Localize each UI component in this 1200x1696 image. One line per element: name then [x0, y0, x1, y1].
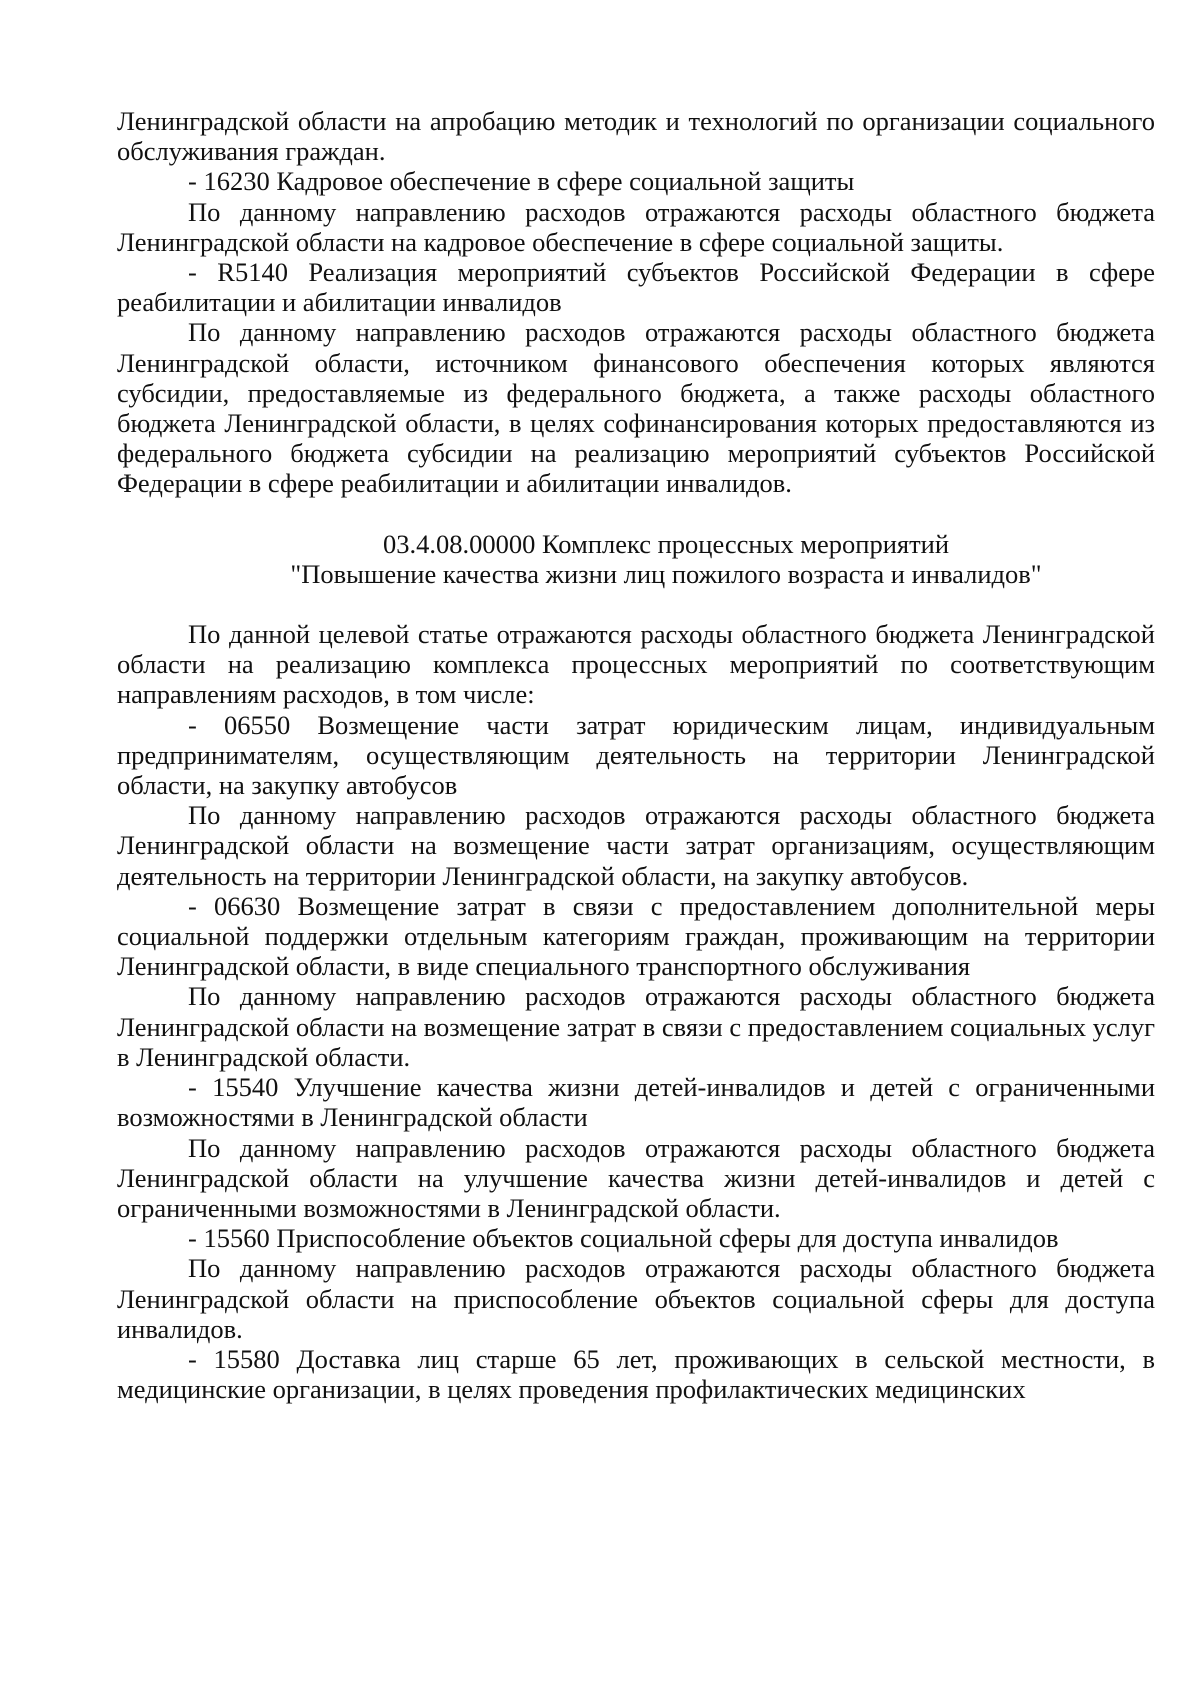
paragraph-continuation: Ленинградской области на апробацию методик и технологий по организации социального обслуживания граждан. [117, 106, 1155, 167]
document-page [117, 106, 1155, 1404]
item-r5140-title: - R5140 Реализация мероприятий субъектов Российской Федерации в сфере реабилитации и абилитации инвалидов [117, 257, 1155, 318]
item-r5140-description: По данному направлению расходов отражаются расходы областного бюджета Ленинградской области, источником финансового обеспечения которых являются субсидии, предоставляемые из федерального бюджета, а также расходы областного бюджета Ленинградской области, в целях софинансирования которых предоставляются из федерального бюджета субсидии на реализацию мероприятий субъектов Российской Федерации в сфере реабилитации и абилитации инвалидов. [117, 317, 1155, 499]
item-16230-title: - 16230 Кадровое обеспечение в сфере социальной защиты [188, 166, 855, 197]
item-06550-description: По данному направлению расходов отражаются расходы областного бюджета Ленинградской области на возмещение части затрат организациям, осуществляющим деятельность на территории Ленинградской области, на закупку автобусов. [117, 800, 1155, 891]
item-15560-description: По данному направлению расходов отражаются расходы областного бюджета Ленинградской области на приспособление объектов социальной сферы для доступа инвалидов. [117, 1253, 1155, 1344]
section-heading [117, 529, 1155, 589]
section-heading-title: "Повышение качества жизни лиц пожилого возраста и инвалидов" [290, 558, 1042, 589]
section-heading-code: 03.4.08.00000 Комплекс процессных мероприятий [382, 528, 950, 559]
item-15540-title: - 15540 Улучшение качества жизни детей-инвалидов и детей с ограниченными возможностями в Ленинградской области [117, 1072, 1155, 1133]
item-06630-description: По данному направлению расходов отражаются расходы областного бюджета Ленинградской области на возмещение затрат в связи с предоставлением социальных услуг в Ленинградской области. [117, 981, 1155, 1072]
item-16230-description: По данному направлению расходов отражаются расходы областного бюджета Ленинградской области на кадровое обеспечение в сфере социальной защиты. [117, 196, 1155, 257]
item-15540-description: По данному направлению расходов отражаются расходы областного бюджета Ленинградской области на улучшение качества жизни детей-инвалидов и детей с ограниченными возможностями в Ленинградской области. [117, 1132, 1155, 1223]
item-06630-title: - 06630 Возмещение затрат в связи с предоставлением дополнительной меры социальной поддержки отдельным категориям граждан, проживающим на территории Ленинградской области, в виде специального транспортного обслуживания [117, 890, 1155, 982]
section-intro: По данной целевой статье отражаются расходы областного бюджета Ленинградской области на реализацию комплекса процессных мероприятий по соответствующим направлениям расходов, в том числе: [117, 619, 1155, 710]
item-15560-title: - 15560 Приспособление объектов социальной сферы для доступа инвалидов [188, 1223, 1059, 1254]
item-15580-title: - 15580 Доставка лиц старше 65 лет, проживающих в сельской местности, в медицинские организации, в целях проведения профилактических медицинских [117, 1343, 1155, 1405]
item-06550-title: - 06550 Возмещение части затрат юридическим лицам, индивидуальным предпринимателям, осуществляющим деятельность на территории Ленинградской области, на закупку автобусов [117, 709, 1155, 801]
